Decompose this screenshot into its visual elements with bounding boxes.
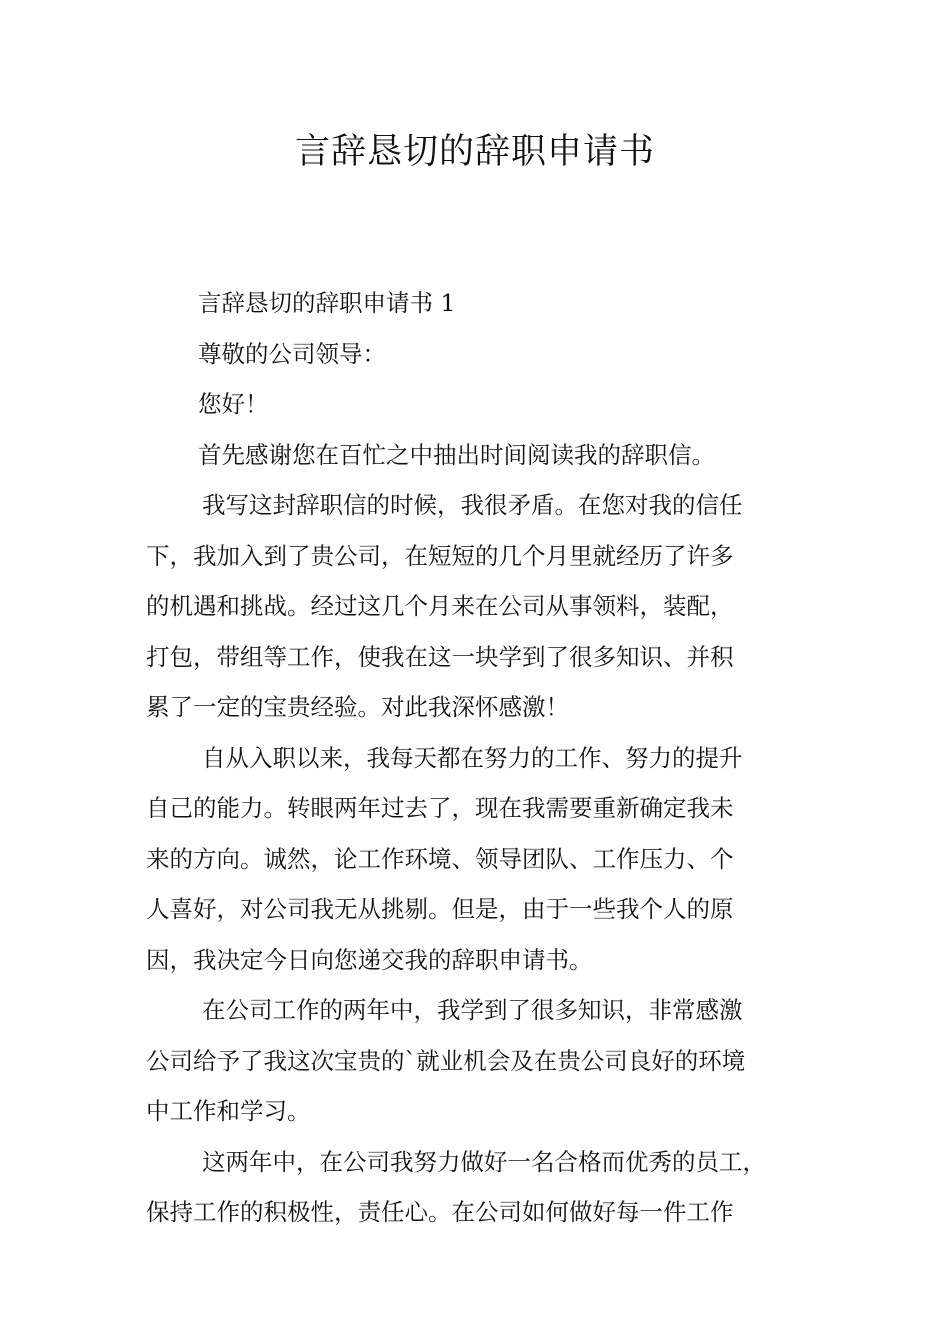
paragraph-line: 打包，带组等工作，使我在这一块学到了很多知识、并积 (146, 642, 734, 671)
paragraph-line: 的机遇和挑战。经过这几个月来在公司从事领料，装配， (146, 592, 734, 620)
salutation: 尊敬的公司领导： (198, 339, 386, 368)
document-body (146, 278, 810, 1238)
section-heading: 言辞恳切的辞职申请书 1 (198, 289, 456, 317)
paragraph-line: 累了一定的宝贵经验。对此我深怀感激！ (146, 693, 569, 721)
paragraph-line: 保持工作的积极性，责任心。在公司如何做好每一件工作 (146, 1198, 734, 1226)
document-title: 言辞恳切的辞职申请书 (294, 132, 655, 172)
paragraph-line: 这两年中，在公司我努力做好一名合格而优秀的员工， (202, 1147, 766, 1176)
paragraph-line: 因，我决定今日向您递交我的辞职申请书。 (146, 945, 593, 974)
paragraph-line: 自己的能力。转眼两年过去了，现在我需要重新确定我未 (146, 794, 734, 822)
paragraph-line: 在公司工作的两年中，我学到了很多知识，非常感激 (202, 996, 743, 1024)
paragraph-line: 首先感谢您在百忙之中抽出时间阅读我的辞职信。 (198, 440, 715, 469)
paragraph-line: 人喜好，对公司我无从挑剔。但是，由于一些我个人的原 (146, 895, 734, 923)
paragraph-line: 下，我加入到了贵公司，在短短的几个月里就经历了许多 (146, 541, 734, 570)
paragraph-line: 我写这封辞职信的时候，我很矛盾。在您对我的信任 (202, 491, 743, 519)
paragraph-line: 公司给予了我这次宝贵的`就业机会及在贵公司良好的环境 (146, 1046, 746, 1075)
greeting: 您好！ (198, 390, 269, 418)
paragraph-line: 自从入职以来，我每天都在努力的工作、努力的提升 (202, 743, 743, 772)
paragraph-line: 来的方向。诚然，论工作环境、领导团队、工作压力、个 (146, 844, 734, 873)
paragraph-line: 中工作和学习。 (146, 1097, 311, 1125)
